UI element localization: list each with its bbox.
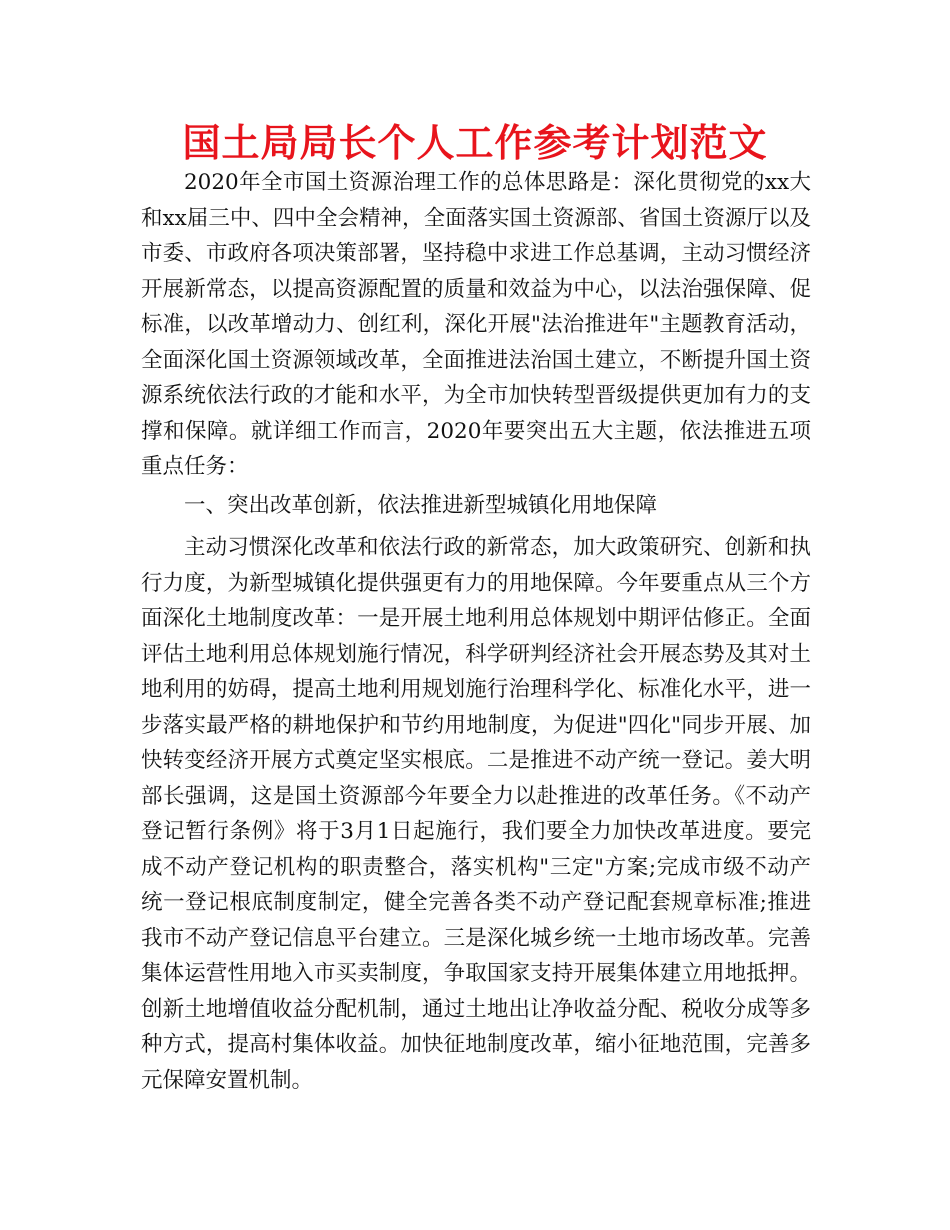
paragraph-reform: 主动习惯深化改革和依法行政的新常态，加大政策研究、创新和执行力度，为新型城镇化提供强更有力的用地保障。今年要重点从三个方面深化土地制度改革：一是开展土地利用总体规划中期评估修正。全面评估土地利用总体规划施行情况，科学研判经济社会开展态势及其对土地利用的妨碍，提高土地利用规划施行治理科学化、标准化水平，进一步落实最严格的耕地保护和节约用地制度，为促进"四化"同步开展、加快转变经济开展方式奠定坚实根底。二是推进不动产统一登记。姜大明部长强调，这是国土资源部今年要全力以赴推进的改革任务。《不动产登记暂行条例》将于3月1日起施行，我们要全力加快改革进度。要完成不动产登记机构的职责整合，落实机构"三定"方案;完成市级不动产统一登记根底制度制定，健全完善各类不动产登记配套规章标准;推进我市不动产登记信息平台建立。三是深化城乡统一土地市场改革。完善集体运营性用地入市买卖制度，争取国家支持开展集体建立用地抵押。创新土地增值收益分配机制，通过土地出让净收益分配、税收分成等多种方式，提高村集体收益。加快征地制度改革，缩小征地范围，完善多元保障安置机制。 (141, 535, 811, 1093)
paragraph-intro: 2020年全市国土资源治理工作的总体思路是：深化贯彻党的xx大和xx届三中、四中全会精神，全面落实国土资源部、省国土资源厅以及市委、市政府各项决策部署，坚持稳中求进工作总基调，主动习惯经济开展新常态，以提高资源配置的质量和效益为中心，以法治强保障、促标准，以改革增动力、创红利，深化开展"法治推进年"主题教育活动，全面深化国土资源领域改革，全面推进法治国土建立，不断提升国土资源系统依法行政的才能和水平，为全市加快转型晋级提供更加有力的支撑和保障。就详细工作而言，2020年要突出五大主题，依法推进五项重点任务： (141, 170, 811, 479)
document-body (141, 165, 811, 1098)
section-heading: 一、突出改革创新，依法推进新型城镇化用地保障 (184, 492, 658, 518)
document-title: 国土局局长个人工作参考计划范文 (182, 121, 768, 165)
